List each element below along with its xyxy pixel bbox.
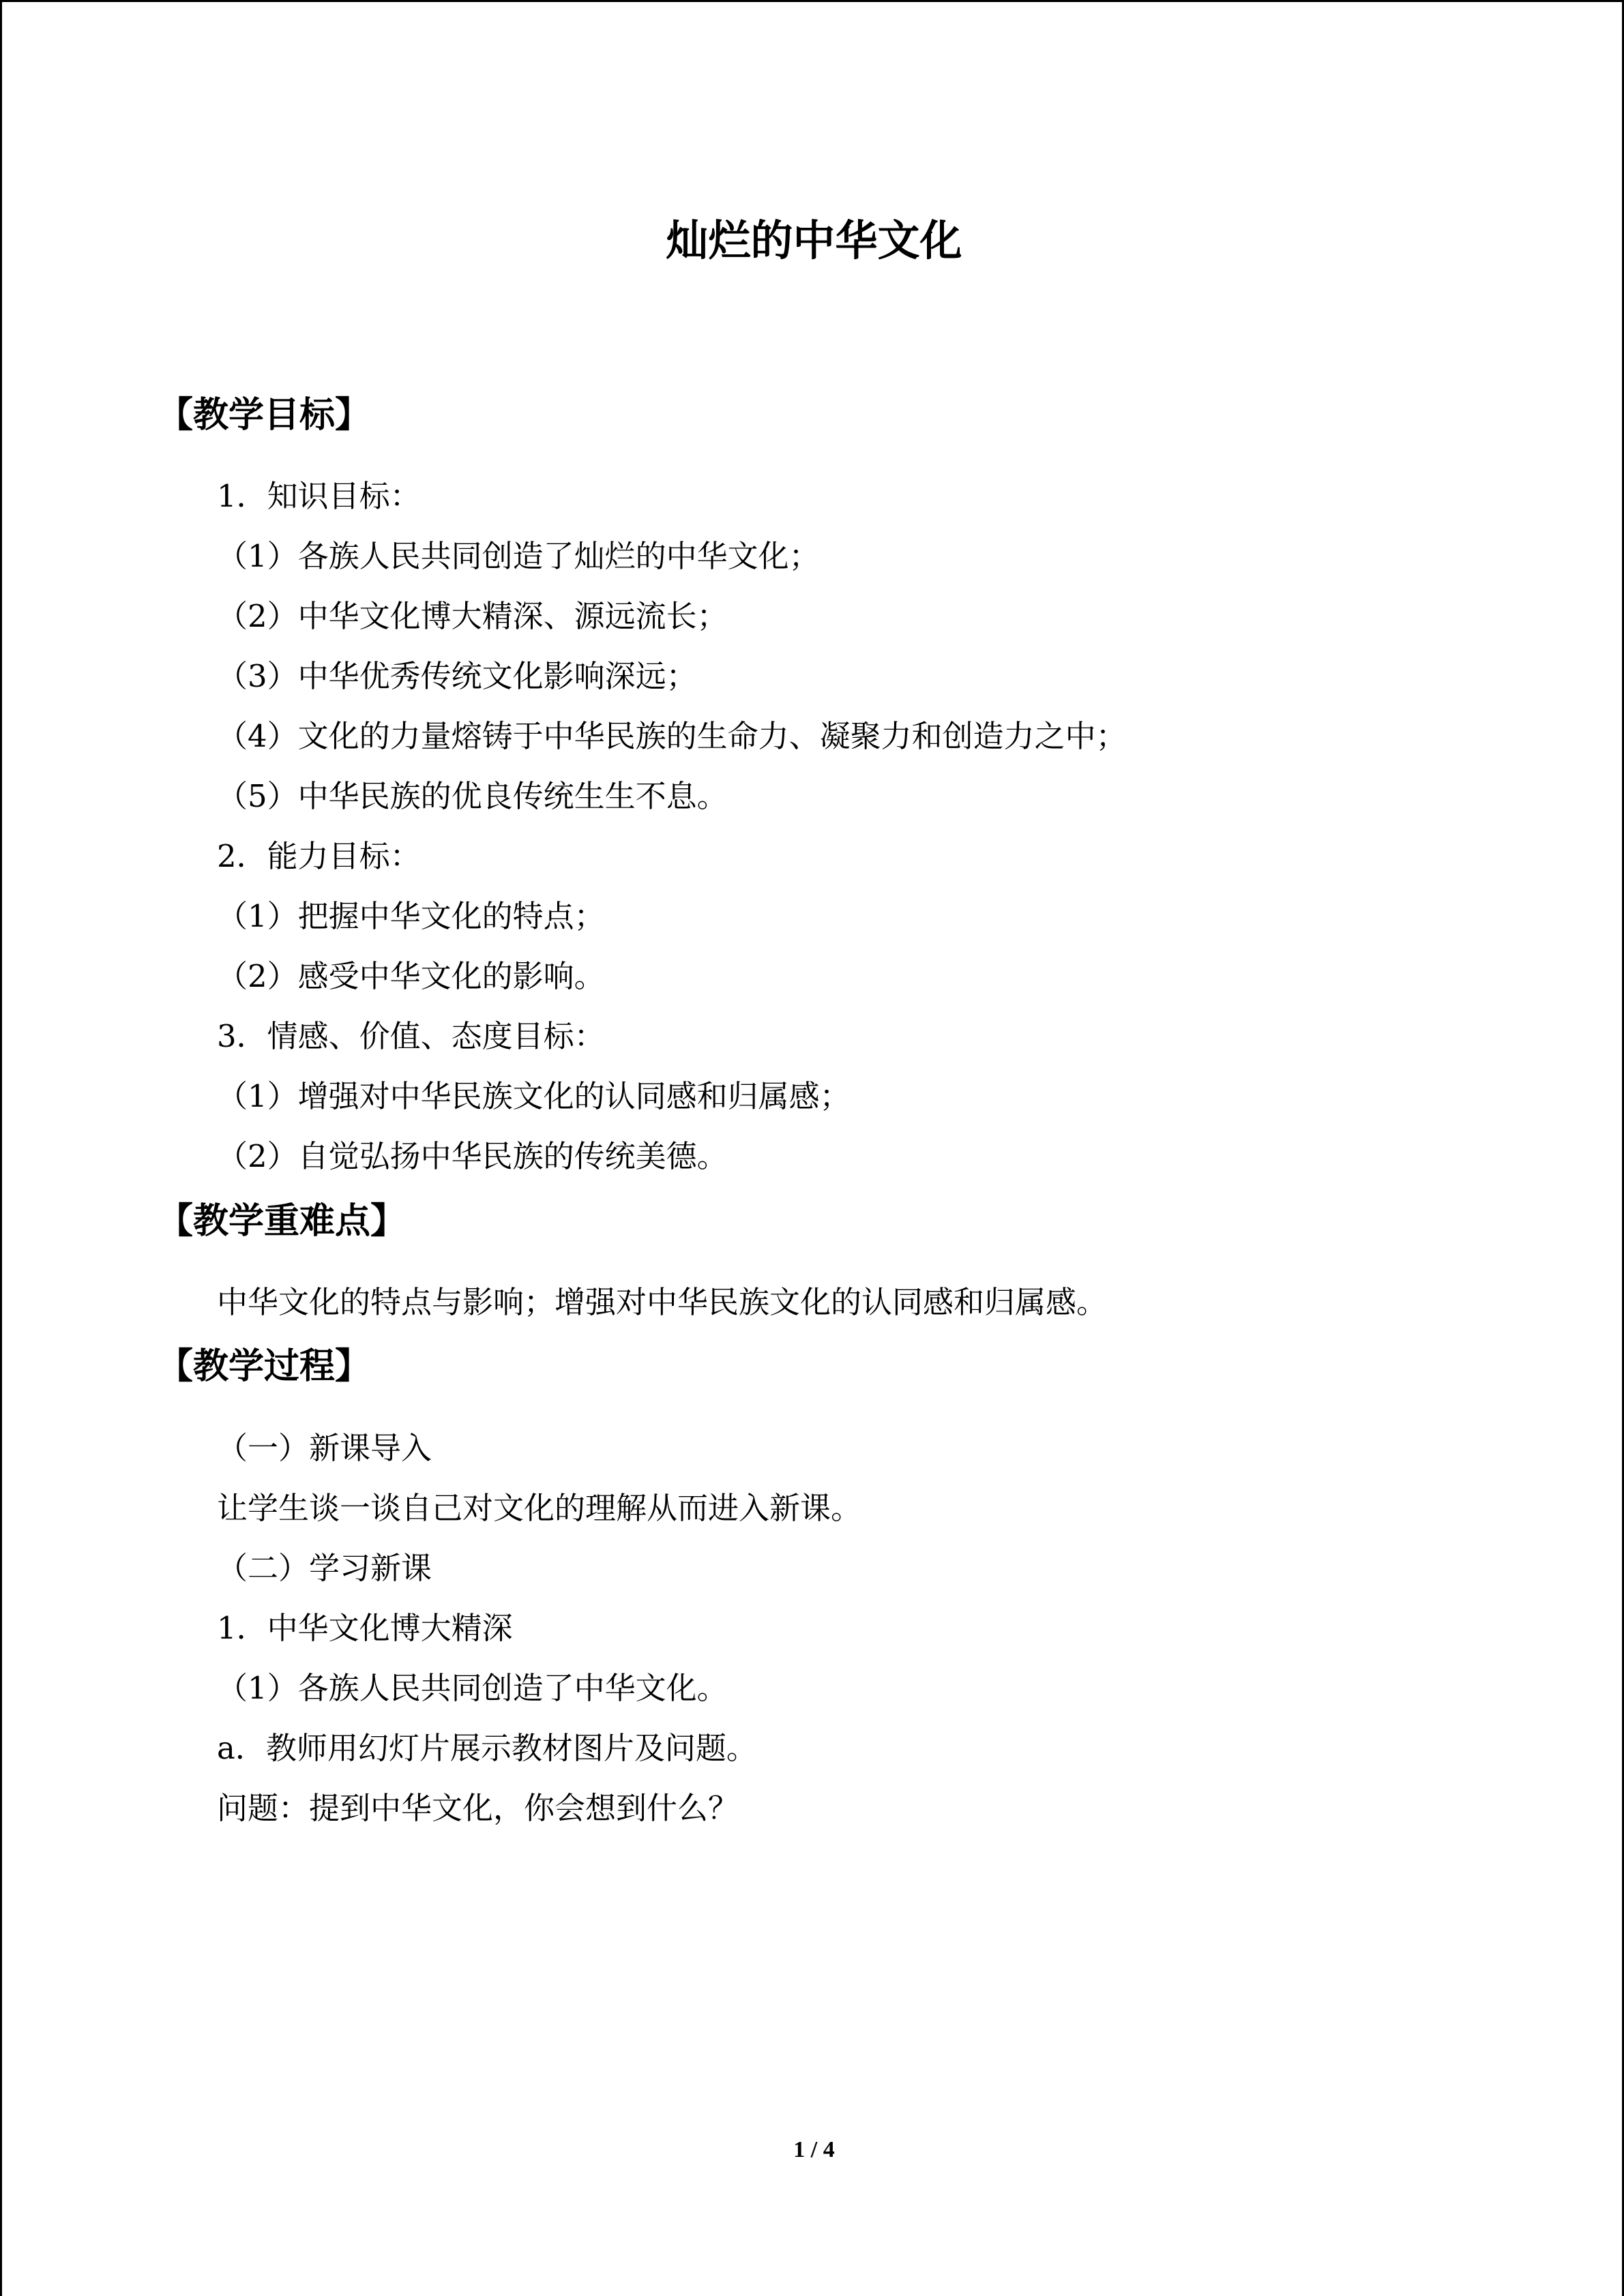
page-number: 1 / 4	[793, 2137, 835, 2162]
section-heading-process: 【教学过程】	[158, 1346, 371, 1387]
document-title: 灿烂的中华文化	[666, 215, 962, 265]
process-line: 1．中华文化博大精深	[217, 1610, 513, 1646]
objective-line: （2）自觉弘扬中华民族的传统美德。	[217, 1138, 728, 1174]
objective-line: 3．情感、价值、态度目标：	[217, 1018, 605, 1054]
objective-line: （1）把握中华文化的特点；	[217, 898, 605, 934]
process-line: （二）学习新课	[217, 1550, 432, 1586]
process-line: a．教师用幻灯片展示教材图片及问题。	[217, 1730, 757, 1766]
objective-line: （1）增强对中华民族文化的认同感和归属感；	[217, 1078, 851, 1114]
section-heading-objectives: 【教学目标】	[158, 395, 371, 436]
objective-line: （2）感受中华文化的影响。	[217, 958, 605, 994]
process-line: （一）新课导入	[217, 1430, 432, 1466]
objective-line: 2．能力目标：	[217, 838, 421, 874]
section-heading-key-points: 【教学重难点】	[158, 1201, 407, 1242]
objective-line: （1）各族人民共同创造了灿烂的中华文化；	[217, 538, 820, 574]
objective-line: （5）中华民族的优良传统生生不息。	[217, 778, 728, 814]
objective-line: （2）中华文化博大精深、源远流长；	[217, 598, 728, 634]
process-line: 让学生谈一谈自己对文化的理解从而进入新课。	[217, 1490, 862, 1526]
key-points-line: 中华文化的特点与影响；增强对中华民族文化的认同感和归属感。	[217, 1284, 1108, 1320]
objective-line: 1．知识目标：	[217, 478, 421, 514]
objective-line: （3）中华优秀传统文化影响深远；	[217, 658, 697, 694]
process-line: 问题：提到中华文化，你会想到什么？	[217, 1790, 739, 1826]
objective-line: （4）文化的力量熔铸于中华民族的生命力、凝聚力和创造力之中；	[217, 718, 1127, 754]
process-line: （1）各族人民共同创造了中华文化。	[217, 1670, 728, 1706]
